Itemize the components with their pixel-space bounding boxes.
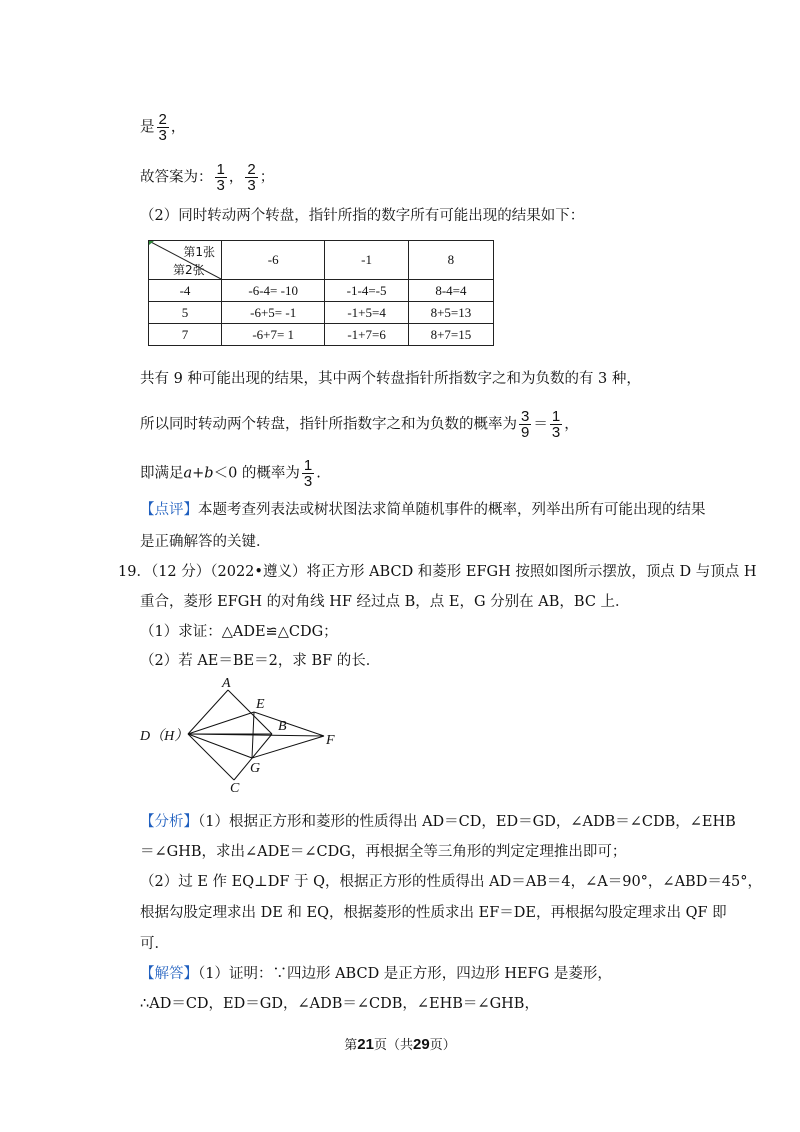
text-line: 根据勾股定理求出 DE 和 EQ，根据菱形的性质求出 EF＝DE，再根据勾股定理求出 QF 即 (140, 905, 727, 921)
fraction: $\frac{1}{3}$ (216, 161, 225, 194)
row-label: -4 (149, 280, 222, 302)
label-B: B (278, 719, 287, 734)
corner-bottom-label: 第2张 (173, 263, 205, 277)
page-number: 21 (357, 1036, 374, 1053)
label-D-H: D（H） (140, 729, 189, 744)
table-row (149, 302, 494, 324)
label-F: F (326, 733, 335, 748)
text-line: 可． (140, 936, 169, 952)
text-line: 共有 9 种可能出现的结果，其中两个转盘指针所指数字之和为负数的有 3 种， (140, 371, 641, 387)
column-header: -6 (222, 241, 325, 280)
text: 是 (140, 119, 155, 136)
text-line: 即满足a+b＜0 的概率为 $\frac{1}{3}$ . (140, 457, 321, 490)
table-row (149, 280, 494, 302)
fraction: $\frac{1}{3}$ (551, 408, 561, 441)
label-E: E (256, 697, 265, 712)
table-cell: -1+5=4 (325, 302, 408, 324)
fraction: $\frac{3}{9}$ (521, 408, 530, 441)
text-line: （2）过 E 作 EQ⊥DF 于 Q，根据正方形的性质得出 AD＝AB＝4，∠A＝90°，∠ABD＝45°， (140, 874, 763, 890)
row-label: 5 (149, 302, 222, 324)
table-cell: 8+5=13 (408, 302, 493, 324)
text-line: 是正确解答的关键． (140, 534, 271, 550)
fraction: $\frac{1}{3}$ (303, 457, 313, 490)
label-C: C (230, 781, 240, 796)
text-line (140, 112, 185, 143)
table-row (149, 324, 494, 346)
text-line: ＝∠GHB，求出∠ADE＝∠CDG，再根据全等三角形的判定定理推出即可； (140, 844, 627, 860)
question-line: 重合，菱形 EFGH 的对角线 HF 经过点 B，点 E，G 分别在 AB，BC 上． (140, 594, 630, 610)
question-line: 19．（12 分）（2022•遵义）将正方形 ABCD 和菱形 EFGH 按照如图所示摆放，顶点 D 与顶点 H (118, 564, 757, 580)
row-label: 7 (149, 324, 222, 346)
column-header: 8 (408, 241, 493, 280)
page-footer: 第21页（共29页） (344, 1036, 456, 1053)
question-line: （1）求证：△ADE≌△CDG； (140, 624, 338, 640)
geometry-figure (138, 674, 348, 796)
fraction: $\frac{2}{3}$ (247, 161, 256, 194)
table-cell: -6+5= -1 (222, 302, 325, 324)
question-line: （2）若 AE＝BE＝2，求 BF 的长． (140, 653, 381, 669)
corner-top-label: 第1张 (183, 245, 215, 259)
comment-tag: 【点评】 (140, 502, 198, 518)
text-line: 所以同时转动两个转盘，指针所指数字之和为负数的概率为 $\frac{3}{9}$ ＝ $\frac{1}{3}$ ， (140, 408, 579, 441)
table-cell: -6-4= -10 (222, 280, 325, 302)
table-cell: 8+7=15 (408, 324, 493, 346)
text-line: ∴AD＝CD，ED＝GD，∠ADB＝∠CDB，∠EHB＝∠GHB， (140, 996, 539, 1012)
label-A: A (222, 676, 231, 691)
answer-tag: 【解答】 (140, 966, 198, 982)
text-line: （2）同时转动两个转盘，指针所指的数字所有可能出现的结果如下： (140, 208, 585, 224)
page-total: 29 (413, 1036, 430, 1053)
table-cell: -6+7= 1 (222, 324, 325, 346)
fraction: $\frac{2}{3}$ (158, 111, 167, 144)
table-corner (149, 241, 222, 280)
comment-line: 【点评】本题考查列表法或树状图法求简单随机事件的概率，列举出所有可能出现的结果 (140, 502, 706, 518)
text: 故答案为： (140, 169, 213, 186)
analysis-line: 【分析】（1）根据正方形和菱形的性质得出 AD＝CD，ED＝GD，∠ADB＝∠CDB，∠EHB (140, 814, 736, 830)
outcome-table (148, 240, 494, 346)
label-G: G (250, 761, 261, 776)
answer-line: 【解答】（1）证明：∵四边形 ABCD 是正方形，四边形 HEFG 是菱形， (140, 966, 612, 982)
analysis-tag: 【分析】 (140, 814, 198, 830)
text: ， (170, 119, 186, 136)
answer-line: 故答案为： $\frac{1}{3}$ ， $\frac{2}{3}$ ； (140, 161, 275, 194)
table-cell: -1-4=-5 (325, 280, 408, 302)
table-cell: -1+7=6 (325, 324, 408, 346)
table-cell: 8-4=4 (408, 280, 493, 302)
column-header: -1 (325, 241, 408, 280)
